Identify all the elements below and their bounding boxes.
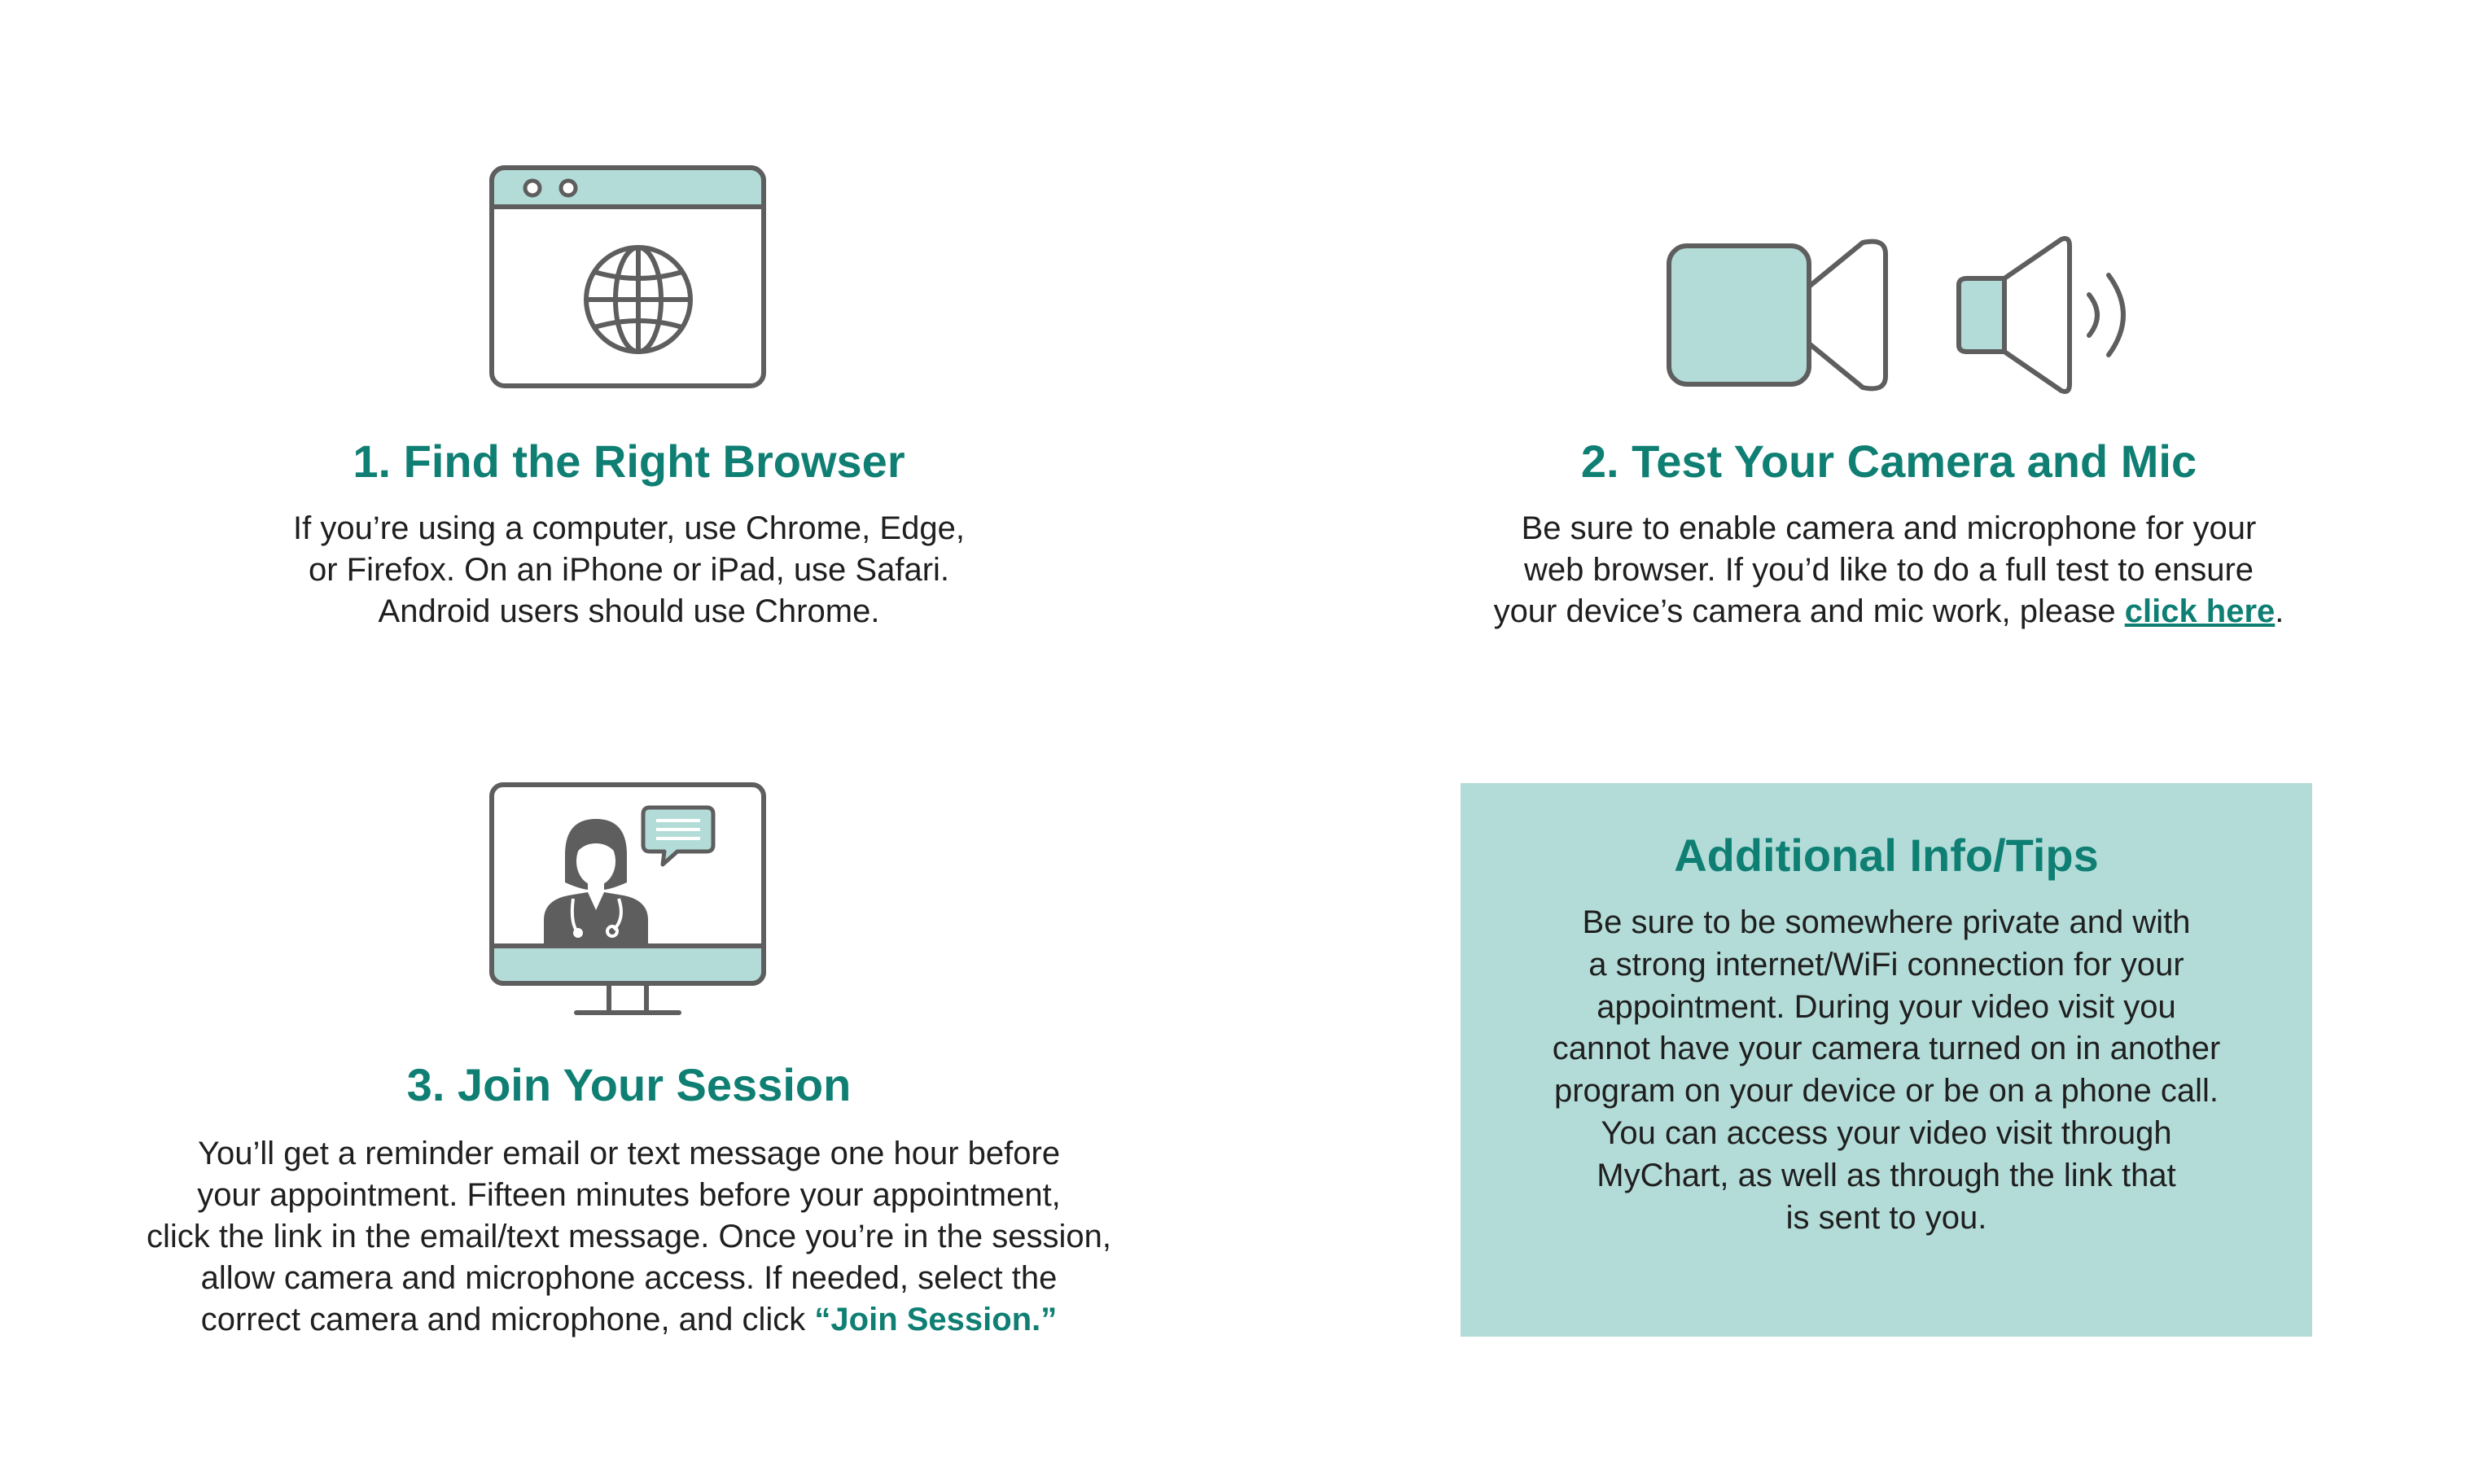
step-2-line-suffix: .	[2275, 593, 2284, 629]
tips-line: MyChart, as well as through the link that	[1597, 1157, 2176, 1193]
step-2-body	[1384, 508, 2394, 633]
globe-icon	[586, 247, 690, 352]
step-3-line: You’ll get a reminder email or text message one hour before	[197, 1136, 1061, 1171]
join-session-label: “Join Session.”	[814, 1302, 1058, 1337]
step-3-line: your appointment. Fifteen minutes before your appointment,	[197, 1177, 1061, 1213]
click-here-link[interactable]: click here	[2124, 593, 2276, 629]
browser-window-icon	[487, 163, 769, 391]
additional-tips-box	[1461, 783, 2312, 1337]
step-3-line: click the link in the email/text message. Once you’re in the session,	[147, 1219, 1111, 1254]
tips-line: cannot have your camera turned on in another	[1552, 1031, 2221, 1067]
tips-line: a strong internet/WiFi connection for your	[1588, 946, 2184, 983]
step-1-body	[163, 508, 1095, 633]
tips-line: program on your device or be on a phone call.	[1553, 1073, 2219, 1110]
step-2-title: 2. Test Your Camera and Mic	[1580, 436, 2197, 487]
tips-line: Be sure to be somewhere private and with	[1582, 904, 2191, 940]
step-3-line	[49, 1299, 1209, 1341]
step-2-line: web browser. If you’d like to do a full test to ensure	[1523, 552, 2254, 588]
step-1-line: If you’re using a computer, use Chrome, Edge,	[293, 510, 965, 546]
step-3-line: allow camera and microphone access. If needed, select the	[200, 1260, 1058, 1296]
sound-wave-large-icon	[2109, 275, 2123, 355]
tips-body	[1461, 902, 2312, 1239]
tips-line: You can access your video visit through	[1601, 1114, 2172, 1151]
step-3-body	[49, 1133, 1209, 1341]
step-2-line: Be sure to enable camera and microphone for your	[1521, 510, 2257, 546]
tips-title: Additional Info/Tips	[1674, 830, 2099, 881]
step-1-line: Android users should use Chrome.	[378, 593, 880, 629]
tips-line: is sent to you.	[1785, 1199, 1987, 1236]
sound-wave-small-icon	[2089, 295, 2097, 335]
speaker-icon	[1954, 234, 2141, 396]
step-1-title: 1. Find the Right Browser	[353, 436, 905, 487]
step-2-line	[1384, 591, 2394, 633]
telehealth-monitor-icon	[487, 780, 769, 1018]
video-camera-icon	[1664, 238, 1892, 392]
tips-line: appointment. During your video visit you	[1597, 988, 2176, 1025]
step-2-line-prefix: your device’s camera and mic work, please	[1493, 593, 2125, 629]
step-1-line: or Firefox. On an iPhone or iPad, use Safari.	[308, 552, 950, 588]
step-3-title: 3. Join Your Session	[406, 1059, 852, 1110]
step-3-line-prefix: correct camera and microphone, and click	[200, 1302, 815, 1337]
